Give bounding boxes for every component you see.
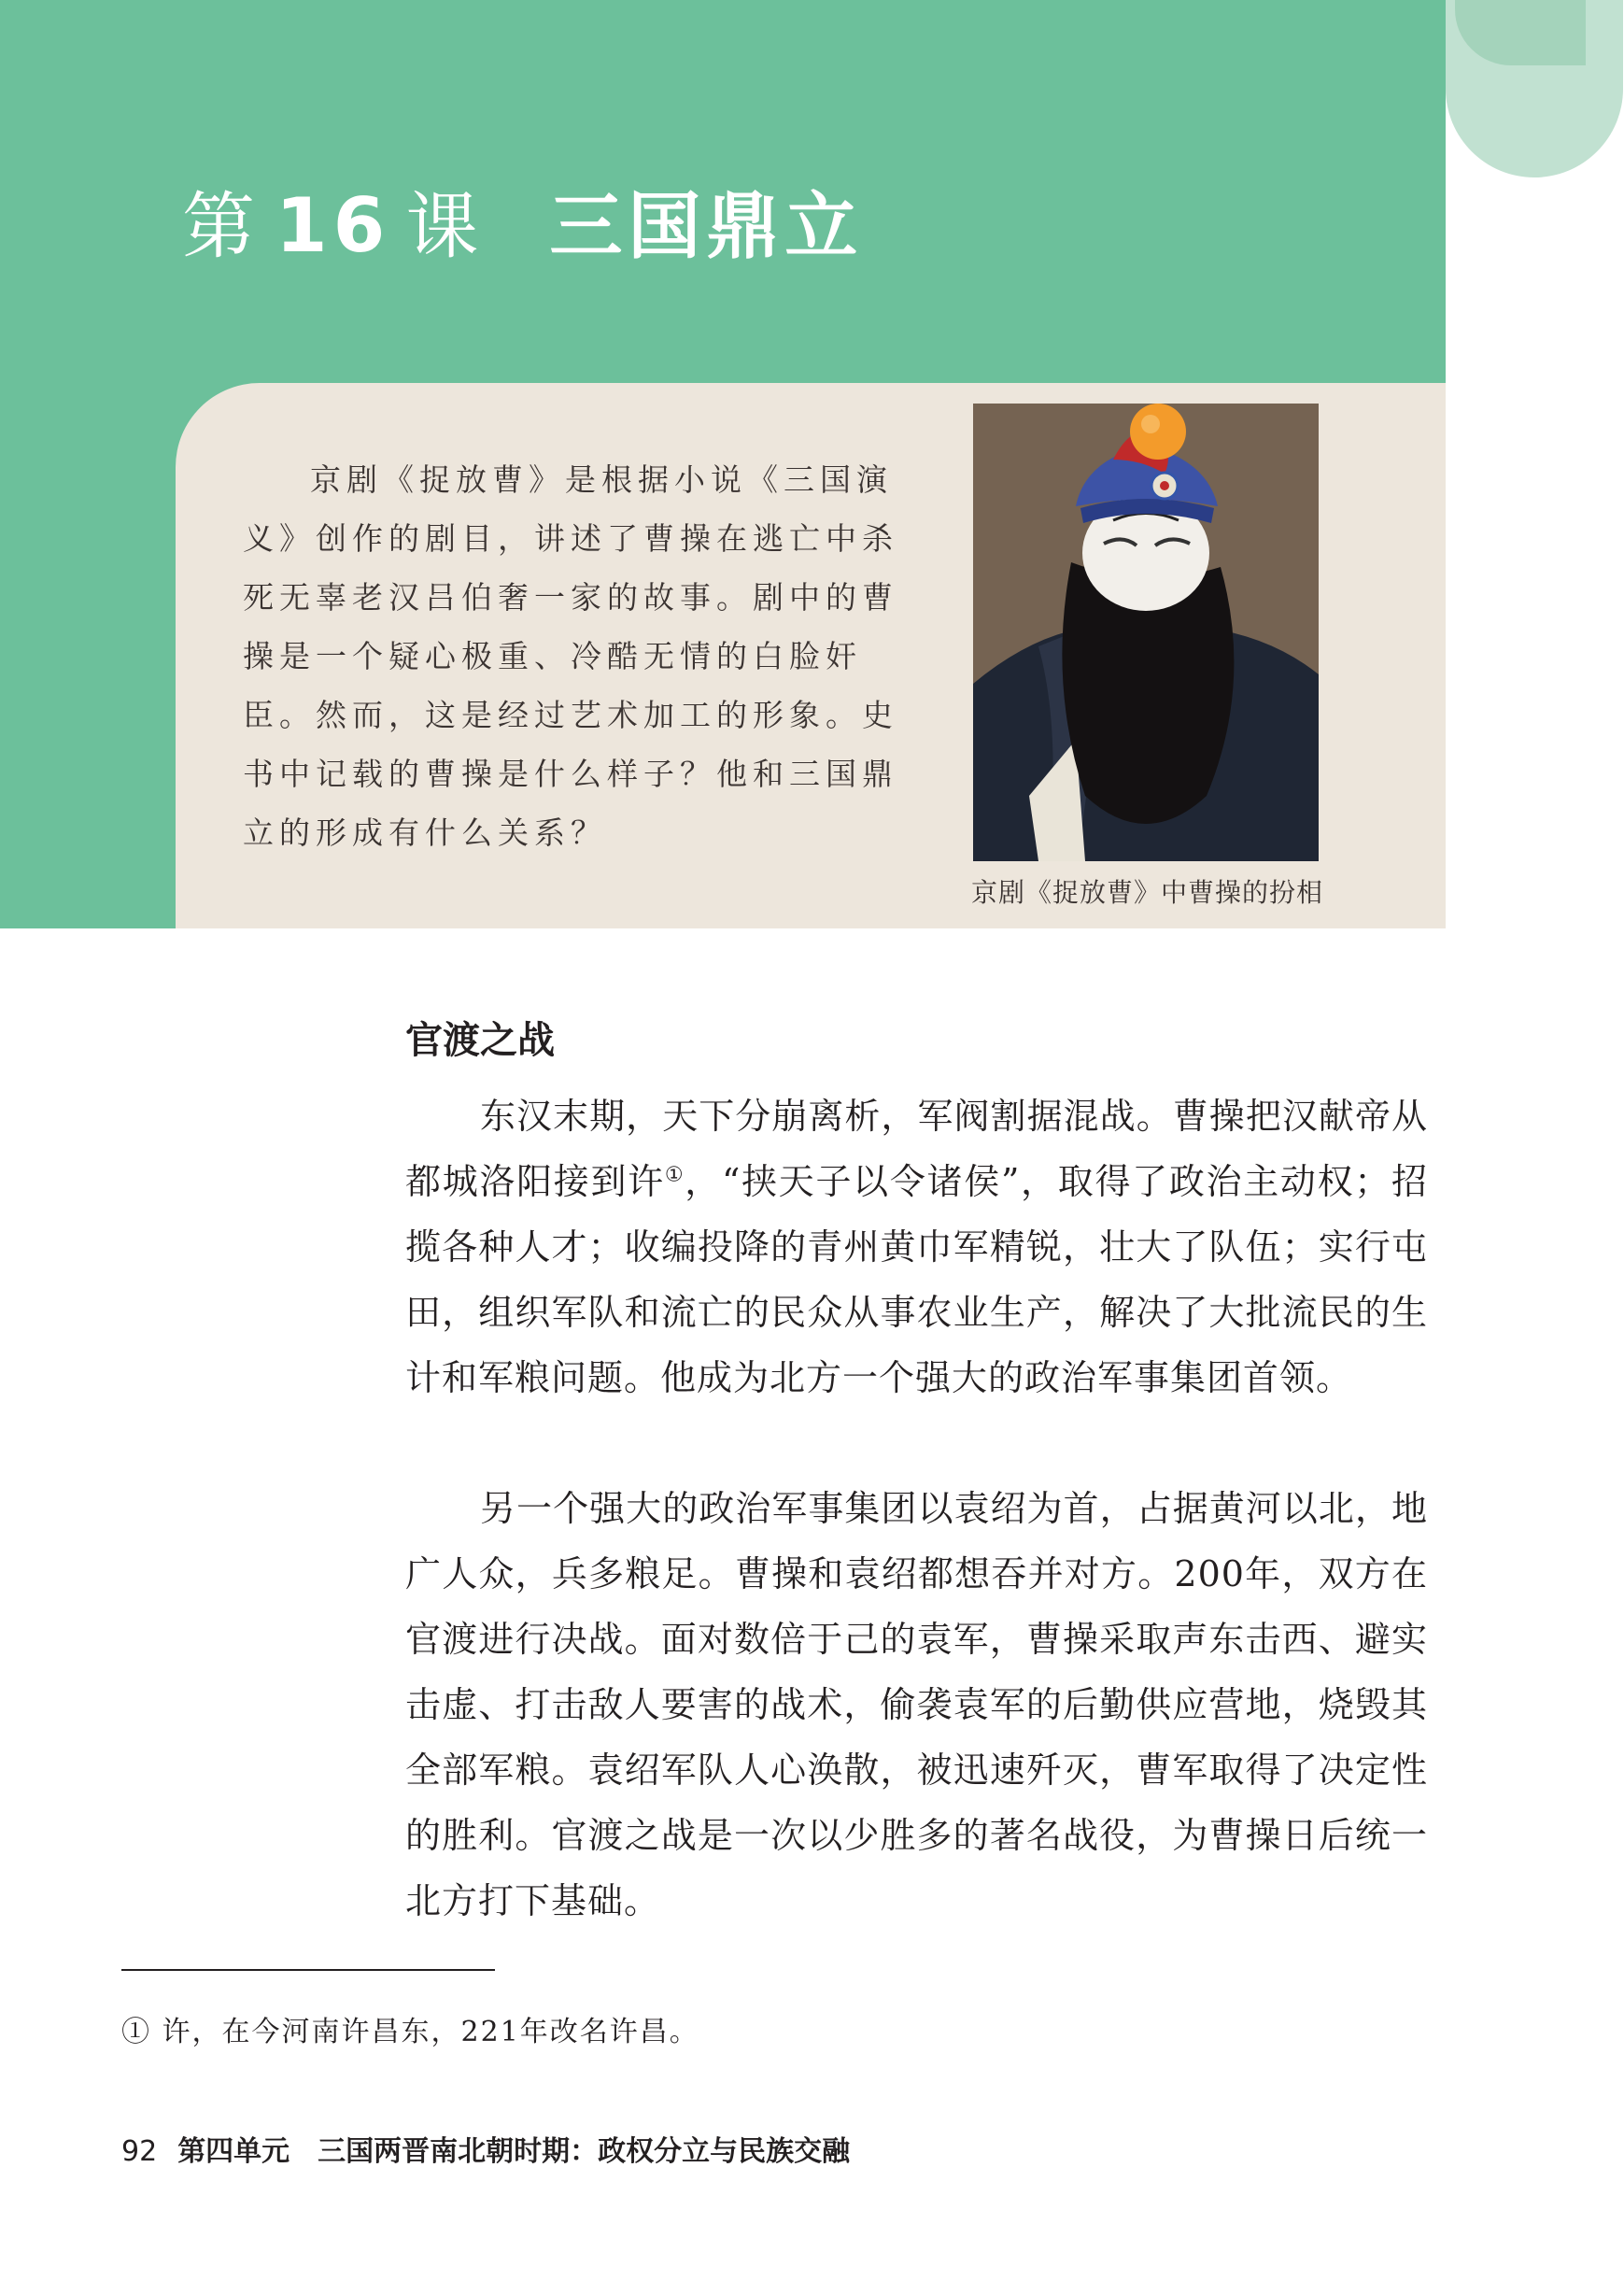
- page-footer: [121, 2128, 850, 2169]
- corner-decoration: [1446, 0, 1624, 177]
- section-heading: 官渡之战: [405, 1019, 555, 1062]
- footnote: ① 许，在今河南许昌东，221年改名许昌。: [121, 2016, 699, 2048]
- intro-text: 京剧《捉放曹》是根据小说《三国演义》创作的剧目，讲述了曹操在逃亡中杀死无辜老汉吕伯奢一家的故事。剧中的曹操是一个疑心极重、冷酷无情的白脸奸臣。然而，这是经过艺术加工的形象。史书中记载的曹操是什么样子？他和三国鼎立的形成有什么关系？: [243, 461, 898, 851]
- footnote-marker[interactable]: ①: [664, 1163, 685, 1187]
- paragraph-1-text-b: ，“挟天子以令诸侯”，取得了政治主动权；招揽各种人才；收编投降的青州黄巾军精锐，壮大了队伍；实行屯田，组织军队和流亡的民众从事农业生产，解决了大批流民的生计和军粮问题。他成为北方一个强大的政治军事集团首领。: [405, 1161, 1428, 1398]
- lesson-name: 三国鼎立: [549, 184, 864, 269]
- paragraph-1: [405, 1084, 1428, 1410]
- unit-title: 第四单元 三国两晋南北朝时期：政权分立与民族交融: [177, 2135, 851, 2168]
- lesson-title: [182, 168, 863, 273]
- lesson-suffix: 课: [405, 185, 485, 269]
- lesson-prefix: 第: [182, 185, 261, 269]
- lesson-number: 16: [275, 182, 391, 269]
- portrait-caption: 京剧《捉放曹》中曹操的扮相: [971, 877, 1324, 908]
- page-number: 92: [121, 2135, 158, 2168]
- footnote-divider: [121, 1969, 495, 1971]
- paragraph-2: [405, 1476, 1428, 1934]
- paragraph-1-text-a: 东汉末期，天下分崩离析，军阀割据混战。曹操把汉献帝从都城洛阳接到许: [405, 1096, 1428, 1202]
- caocao-opera-portrait: [973, 404, 1319, 861]
- paragraph-2-text: 另一个强大的政治军事集团以袁绍为首，占据黄河以北，地广人众，兵多粮足。曹操和袁绍都想吞并对方。200年，双方在官渡进行决战。面对数倍于己的袁军，曹操采取声东击西、避实击虚、打击敌人要害的战术，偷袭袁军的后勤供应营地，烧毁其全部军粮。袁绍军队人心涣散，被迅速歼灭，曹军取得了决定性的胜利。官渡之战是一次以少胜多的著名战役，为曹操日后统一北方打下基础。: [405, 1488, 1428, 1921]
